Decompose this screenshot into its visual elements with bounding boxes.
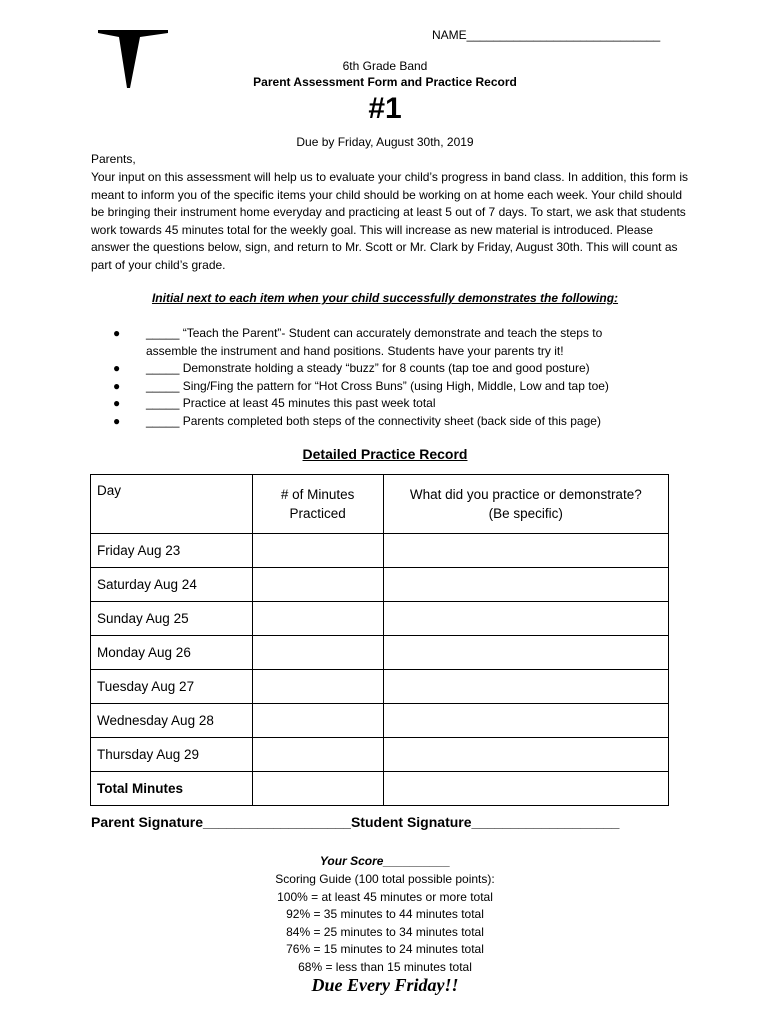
signature-lines: Parent Signature___________________Student Signature___________________	[91, 814, 620, 830]
bullet: ●	[113, 361, 121, 375]
score-label: Your Score__________	[319, 854, 451, 868]
checklist-item	[0, 360, 770, 378]
footer-reminder: Due Every Friday!!	[311, 975, 459, 995]
minutes-header-line: Practiced	[289, 506, 346, 521]
activity-cell[interactable]	[383, 670, 668, 704]
day-cell: Friday Aug 23	[91, 534, 253, 568]
activity-cell[interactable]	[383, 534, 668, 568]
table-row	[91, 738, 669, 772]
total-row	[91, 772, 669, 806]
day-cell: Tuesday Aug 27	[91, 670, 253, 704]
table-row	[91, 534, 669, 568]
checklist-item-text: _____ Practice at least 45 minutes this past week total	[146, 396, 436, 410]
total-minutes-cell[interactable]	[252, 772, 383, 806]
checklist-item-text: _____ Parents completed both steps of the connectivity sheet (back side of this page)	[146, 413, 601, 428]
form-number: #1	[368, 92, 402, 125]
checklist-item-text: _____ “Teach the Parent”- Student can accurately demonstrate and teach the steps to assemble the instrument and hand positions. Students have your parents try it!	[146, 326, 603, 358]
minutes-cell[interactable]	[252, 602, 383, 636]
checklist-item-text: _____ Demonstrate holding a steady “buzz” for 8 counts (tap toe and good posture)	[146, 361, 590, 375]
activity-cell[interactable]	[383, 738, 668, 772]
scoring-guide-title: Scoring Guide (100 total possible points):	[275, 872, 495, 886]
scoring-guide-line: 92% = 35 minutes to 44 minutes total	[286, 907, 484, 921]
bullet: ●	[113, 326, 121, 340]
table-row	[91, 670, 669, 704]
scoring-guide	[0, 871, 770, 976]
checklist-item	[0, 378, 770, 396]
checklist-item	[0, 325, 770, 360]
name-field: NAME_____________________________	[432, 28, 661, 42]
activity-header-line: (Be specific)	[488, 506, 563, 521]
day-column-header: Day	[91, 475, 253, 534]
scoring-guide-line: 100% = at least 45 minutes or more total	[277, 889, 493, 904]
day-cell: Wednesday Aug 28	[91, 704, 253, 738]
activity-cell[interactable]	[383, 636, 668, 670]
minutes-header-line: # of Minutes	[280, 487, 355, 502]
practice-record-table	[90, 474, 669, 806]
total-minutes-label: Total Minutes	[91, 772, 253, 806]
activity-column-header	[383, 475, 668, 534]
table-row	[91, 636, 669, 670]
day-cell: Monday Aug 26	[91, 636, 253, 670]
bullet: ●	[113, 378, 121, 393]
scoring-guide-line: 84% = 25 minutes to 34 minutes total	[286, 924, 484, 939]
minutes-cell[interactable]	[252, 568, 383, 602]
day-cell: Sunday Aug 25	[91, 602, 253, 636]
checklist-item-text: _____ Sing/Fing the pattern for “Hot Cross Buns” (using High, Middle, Low and tap toe)	[146, 378, 609, 393]
table-header-row	[91, 475, 669, 534]
activity-cell[interactable]	[383, 704, 668, 738]
activity-header-line: What did you practice or demonstrate?	[409, 487, 642, 502]
checklist-instruction: Initial next to each item when your child successfully demonstrates the following:	[151, 291, 619, 305]
minutes-cell[interactable]	[252, 738, 383, 772]
checklist	[0, 325, 770, 430]
minutes-column-header	[252, 475, 383, 534]
due-date: Due by Friday, August 30th, 2019	[296, 135, 474, 149]
activity-cell[interactable]	[383, 568, 668, 602]
minutes-cell[interactable]	[252, 534, 383, 568]
minutes-cell[interactable]	[252, 704, 383, 738]
scoring-guide-line: 76% = 15 minutes to 24 minutes total	[286, 942, 484, 956]
bullet: ●	[113, 396, 121, 410]
greeting: Parents,	[91, 152, 136, 166]
minutes-cell[interactable]	[252, 636, 383, 670]
day-cell: Saturday Aug 24	[91, 568, 253, 602]
practice-record-title: Detailed Practice Record	[302, 446, 468, 462]
table-row	[91, 602, 669, 636]
bullet: ●	[113, 413, 121, 428]
total-activity-cell[interactable]	[383, 772, 668, 806]
form-title: Parent Assessment Form and Practice Record	[253, 75, 517, 89]
day-cell: Thursday Aug 29	[91, 738, 253, 772]
table-row	[91, 568, 669, 602]
activity-cell[interactable]	[383, 602, 668, 636]
checklist-item	[0, 413, 770, 431]
intro-paragraph: Your input on this assessment will help us to evaluate your child’s progress in band class. In addition, this form is meant to inform you of the specific items your child should be working on at home each week. Your child should be bringing their instrument home everyday and practicing at least 5 out of 7 days. To start, we ask that students work towards 45 minutes total for the weekly goal. This will increase as new material is introduced. Please answer the questions below, sign, and return to Mr. Scott or Mr. Clark by Friday, August 30th. This will count as part of your child’s grade.	[91, 170, 688, 272]
checklist-item	[0, 395, 770, 413]
minutes-cell[interactable]	[252, 670, 383, 704]
table-row	[91, 704, 669, 738]
scoring-guide-line: 68% = less than 15 minutes total	[298, 959, 472, 974]
grade-label: 6th Grade Band	[342, 59, 428, 73]
